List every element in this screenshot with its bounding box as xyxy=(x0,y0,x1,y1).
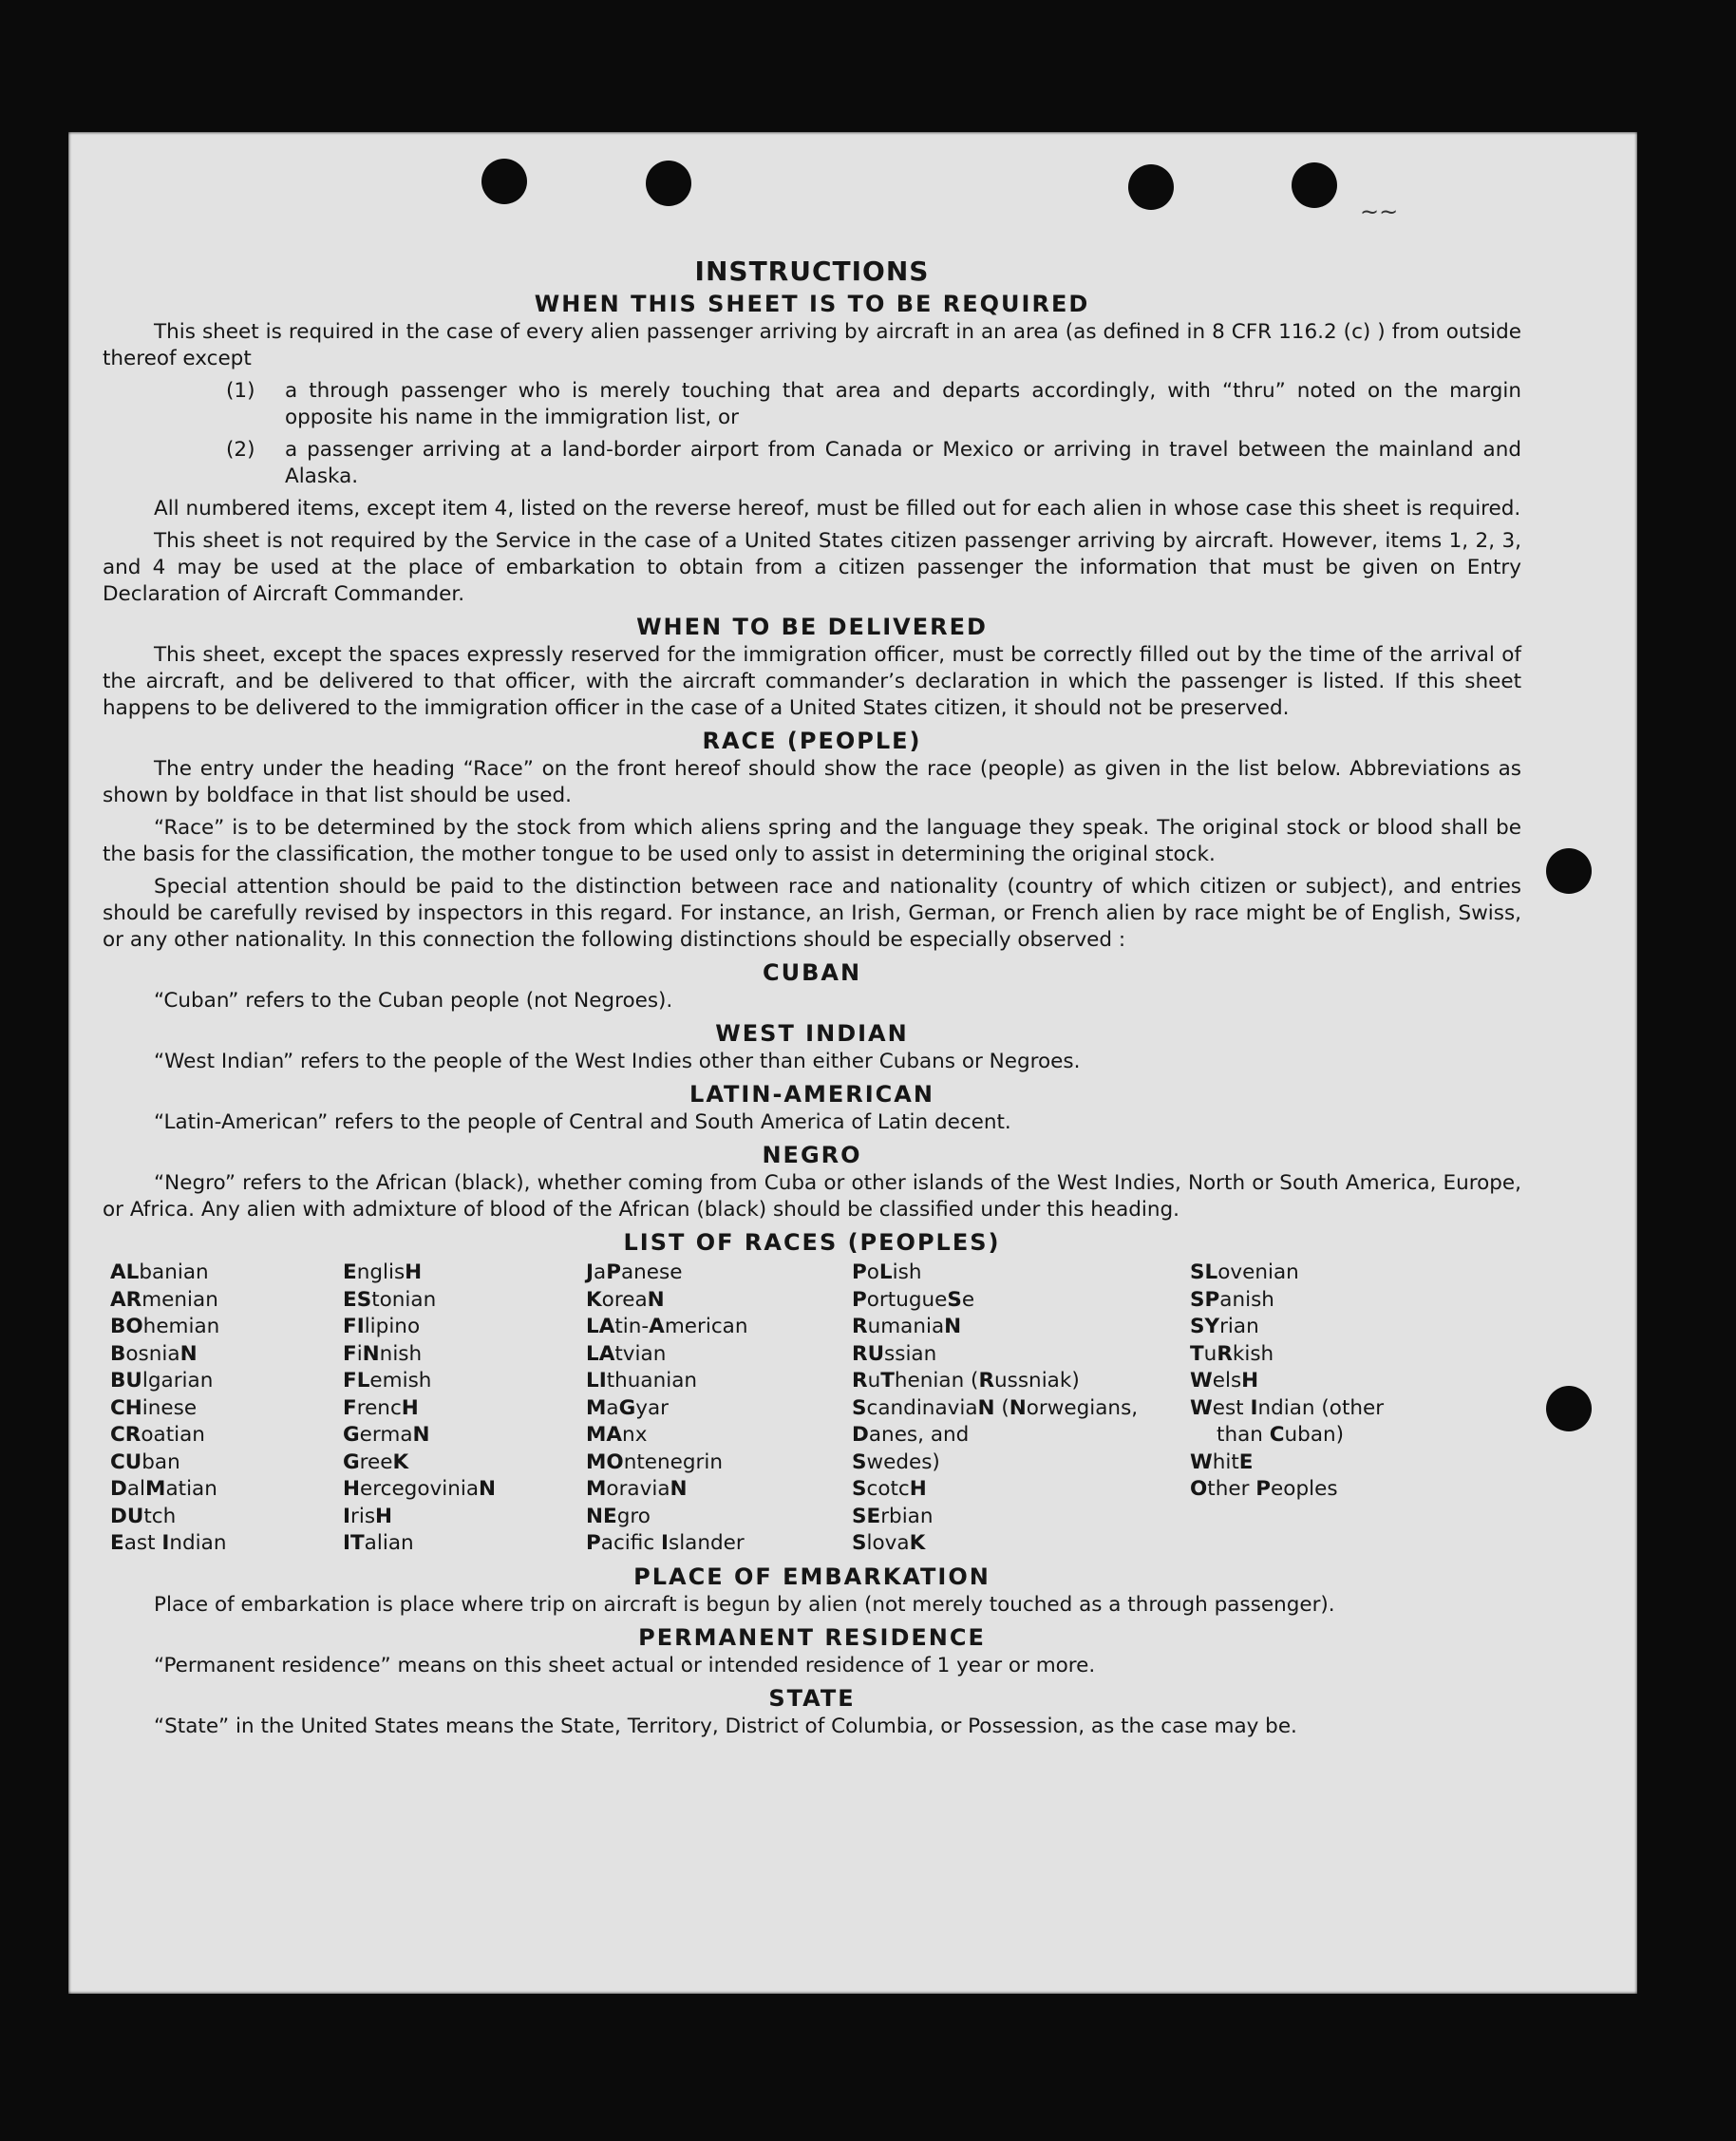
punch-hole xyxy=(1128,164,1174,210)
race-entry: Pacifc Islander xyxy=(586,1531,745,1555)
page-title: INSTRUCTIONS xyxy=(694,256,930,287)
section-heading: STATE xyxy=(768,1684,856,1712)
race-entry: WelsH xyxy=(1190,1369,1259,1393)
race-entry: Danes, and xyxy=(852,1423,970,1447)
list-item xyxy=(103,378,1521,431)
instructions-text xyxy=(103,258,1521,1744)
paragraph: “Negro” refers to the African (black), whether coming from Cuba or other islands of the West Indies, North or South America, Europe, or Africa. Any alien with admixture of blood of the African (black) should be classified under this heading. xyxy=(103,1171,1521,1222)
race-entry: than Cuban) xyxy=(1217,1423,1345,1447)
list-item xyxy=(103,437,1521,490)
pen-mark: ~~ xyxy=(1360,199,1399,225)
race-entry: ALbanian xyxy=(110,1260,209,1284)
race-entry: Swedes) xyxy=(852,1449,940,1474)
race-entry: RumaniaN xyxy=(852,1315,962,1338)
races-column xyxy=(110,1260,343,1558)
race-entry: SlovaK xyxy=(852,1531,926,1555)
punch-hole xyxy=(1546,848,1592,894)
section-heading: PERMANENT RESIDENCE xyxy=(638,1623,986,1651)
races-column xyxy=(852,1260,1190,1558)
race-entry: FLemish xyxy=(343,1369,432,1393)
race-entry: CRoatian xyxy=(110,1423,205,1447)
race-entry: EnglisH xyxy=(343,1260,423,1284)
race-entry: SLovenian xyxy=(1190,1260,1299,1284)
race-entry: SPanish xyxy=(1190,1287,1274,1312)
section-heading: PLACE OF EMBARKATION xyxy=(633,1563,991,1590)
race-entry: LAtvian xyxy=(586,1341,667,1366)
race-entry: KoreaN xyxy=(586,1287,665,1312)
paragraph: All numbered items, except item 4, listed on the reverse hereof, must be filled out for each alien in whose case this sheet is required. xyxy=(154,497,1521,521)
paragraph: “Cuban” refers to the Cuban people (not Negroes). xyxy=(154,989,673,1013)
race-entry: MaGyar xyxy=(586,1395,670,1420)
race-entry: DalMatian xyxy=(110,1477,217,1501)
race-entry: CHinese xyxy=(110,1395,198,1420)
section-heading: CUBAN xyxy=(762,959,862,986)
item-text: a passenger arriving at a land-border airport from Canada or Mexico or arriving in travel between the mainland and Alaska. xyxy=(285,438,1521,488)
race-entry: PoLish xyxy=(852,1260,922,1284)
paragraph: Special attention should be paid to the distinction between race and nationality (country of which citizen or subject), and entries should be carefully revised by inspectors in this regard. For instance, an Irish, German, or French alien by race might be of English, Swiss, or any other nationality. In this connection the following distinctions should be especially observed : xyxy=(103,875,1521,952)
punch-hole xyxy=(646,161,691,206)
race-entry: HercegoviniaN xyxy=(343,1477,497,1501)
race-entry: MoraviaN xyxy=(586,1477,688,1501)
item-text: a through passenger who is merely touching that area and departs accordingly, with “thru” noted on the margin opposite his name in the immigration list, or xyxy=(285,379,1521,429)
paragraph: This sheet is not required by the Service in the case of a United States citizen passenger arriving by aircraft. However, items 1, 2, 3, and 4 may be used at the place of embarkation to obtain from a citizen passenger the information that must be given on Entry Declaration of Aircraft Commander. xyxy=(103,529,1521,606)
race-entry: ScotcH xyxy=(852,1477,927,1501)
race-entry: IrisH xyxy=(343,1504,393,1528)
paragraph: This sheet, except the spaces expressly reserved for the immigration officer, must be correctly filled out by the time of the arrival of the aircraft, and be delivered to that officer, with the aircraft commander’s declaration in which the passenger is listed. If this sheet happens to be delivered to the immigration officer in the case of a United States citizen, it should not be preserved. xyxy=(103,643,1521,720)
race-entry: GreeK xyxy=(343,1449,409,1474)
races-list xyxy=(110,1260,1521,1558)
race-entry: SYrian xyxy=(1190,1315,1259,1338)
race-entry: FrencH xyxy=(343,1395,419,1420)
item-number: (2) xyxy=(226,438,255,462)
paragraph: “State” in the United States means the State, Territory, District of Columbia, or Possession, as the case may be. xyxy=(154,1714,1297,1738)
race-entry: EStonian xyxy=(343,1287,437,1312)
race-entry: FIlipino xyxy=(343,1315,421,1338)
paragraph: The entry under the heading “Race” on the front hereof should show the race (people) as given in the list below. Abbreviations as shown by boldface in that list should be used. xyxy=(103,757,1521,807)
race-entry: East Indian xyxy=(110,1531,227,1555)
paragraph: “Race” is to be determined by the stock from which aliens spring and the language they speak. The original stock or blood shall be the basis for the classification, the mother tongue to be used only to assist in determining the original stock. xyxy=(103,816,1521,866)
race-entry: DUtch xyxy=(110,1504,177,1528)
race-entry: BosniaN xyxy=(110,1341,198,1366)
race-entry: NEgro xyxy=(586,1504,651,1528)
item-number: (1) xyxy=(226,379,255,403)
races-column xyxy=(1190,1260,1475,1558)
punch-hole xyxy=(1546,1386,1592,1431)
section-heading: WHEN THIS SHEET IS TO BE REQUIRED xyxy=(534,291,1090,317)
race-entry: MOntenegrin xyxy=(586,1449,723,1474)
race-entry: TuRkish xyxy=(1190,1341,1274,1366)
punch-hole xyxy=(1292,162,1337,208)
race-entry: MAnx xyxy=(586,1423,648,1447)
paragraph: This sheet is required in the case of every alien passenger arriving by aircraft in an area (as defined in 8 CFR 116.2 (c) ) from outside thereof except xyxy=(103,320,1521,370)
paragraph: “Latin-American” refers to the people of Central and South America of Latin decent. xyxy=(154,1110,1011,1134)
race-entry: LAtin-American xyxy=(586,1315,748,1338)
section-heading: NEGRO xyxy=(762,1142,862,1168)
race-entry: West Indian (other xyxy=(1190,1395,1385,1420)
race-entry: RUssian xyxy=(852,1341,937,1366)
race-entry: ScandinaviaN (Norwegians, xyxy=(852,1395,1139,1420)
section-heading: LIST OF RACES (PEOPLES) xyxy=(623,1229,1001,1256)
race-entry: LIthuanian xyxy=(586,1369,698,1393)
paragraph: “West Indian” refers to the people of the West Indies other than either Cubans or Negroes. xyxy=(154,1050,1081,1073)
race-entry: BOhemian xyxy=(110,1315,220,1338)
section-heading: WEST INDIAN xyxy=(715,1020,909,1047)
race-entry: WhitE xyxy=(1190,1449,1254,1474)
race-entry: CUban xyxy=(110,1449,180,1474)
race-entry: PortugueSe xyxy=(852,1287,975,1312)
punch-hole xyxy=(481,159,527,204)
race-entry: ARmenian xyxy=(110,1287,218,1312)
section-heading: WHEN TO BE DELIVERED xyxy=(636,614,988,640)
race-entry: JaPanese xyxy=(586,1260,683,1284)
race-entry: FiNnish xyxy=(343,1341,423,1366)
section-heading: RACE (PEOPLE) xyxy=(702,728,922,754)
race-entry: GermaN xyxy=(343,1423,430,1447)
paragraph: Place of embarkation is place where trip on aircraft is begun by alien (not merely touched as a through passenger). xyxy=(154,1592,1335,1617)
race-entry: Other Peoples xyxy=(1190,1477,1338,1501)
races-column xyxy=(343,1260,586,1558)
race-entry: ITalian xyxy=(343,1531,414,1555)
section-heading: LATIN-AMERICAN xyxy=(689,1081,934,1108)
races-column xyxy=(586,1260,852,1558)
race-entry: BUlgarian xyxy=(110,1369,214,1393)
race-entry: RuThenian (Russniak) xyxy=(852,1369,1080,1393)
race-entry: SErbian xyxy=(852,1504,934,1528)
paragraph: “Permanent residence” means on this sheet actual or intended residence of 1 year or more. xyxy=(154,1653,1096,1677)
